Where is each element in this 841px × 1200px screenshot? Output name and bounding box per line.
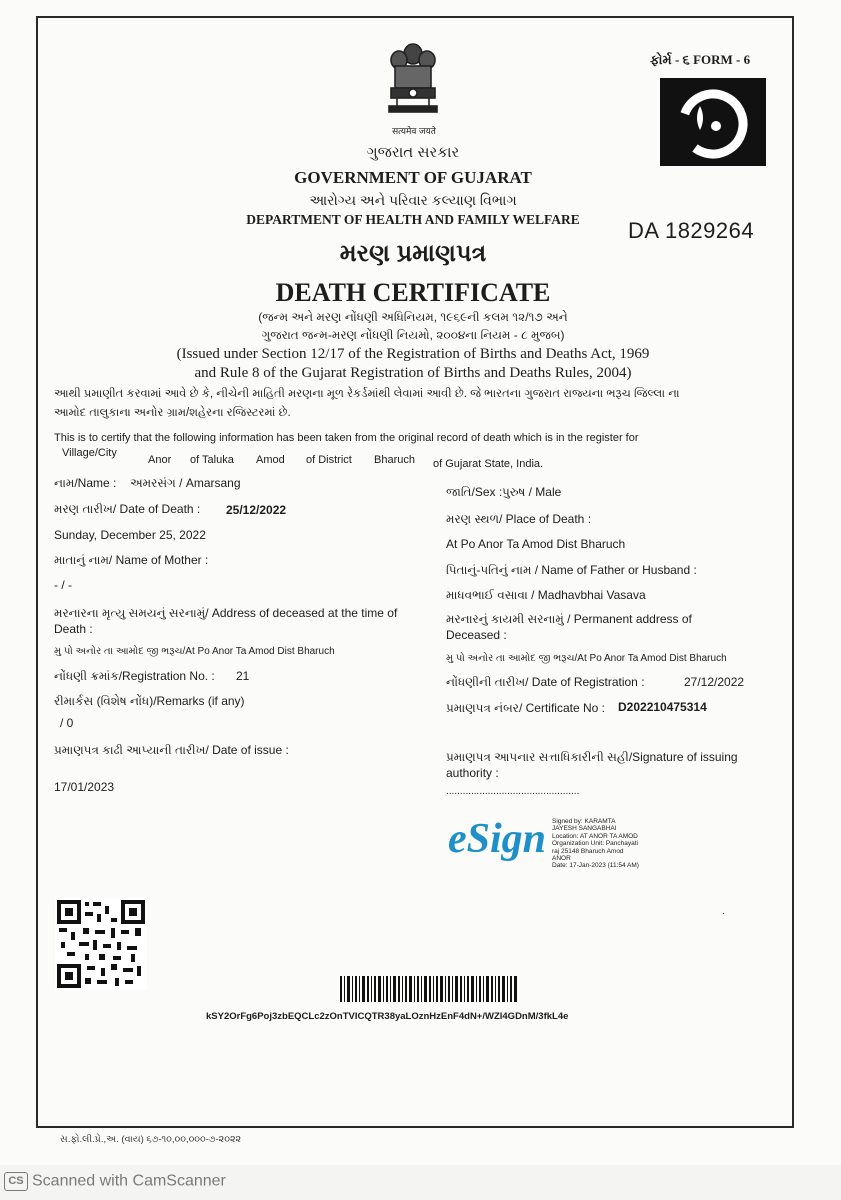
gov-english: GOVERNMENT OF GUJARAT bbox=[294, 168, 532, 187]
registration-no-value: 21 bbox=[236, 669, 250, 683]
village-value: Anor bbox=[148, 454, 172, 466]
barcode bbox=[340, 976, 518, 1002]
village-label: Village/City bbox=[62, 447, 117, 459]
esign-block bbox=[448, 815, 668, 877]
registration-date-label: નોંધણીની તારીખ/ Date of Registration : bbox=[446, 675, 645, 689]
name-value: અમરસંગ / Amarsang bbox=[130, 476, 241, 490]
date-of-issue-label: પ્રમાણપત્ર કાઢી આપ્યાની તારીખ/ Date of issue : bbox=[54, 743, 289, 757]
date-of-death-value: 25/12/2022 bbox=[226, 503, 287, 517]
date-of-death-words: Sunday, December 25, 2022 bbox=[54, 528, 206, 542]
esign-logo: eSign bbox=[448, 816, 547, 862]
address-death-value: મુ પો અનોર તા આમોદ જી ભરૂચ/At Po Anor Ta Amod Dist Bharuch bbox=[54, 646, 335, 657]
corner-mark: · bbox=[722, 908, 726, 919]
taluka-value: Amod bbox=[256, 454, 285, 466]
address-death-label-2: Death : bbox=[54, 622, 93, 636]
title-english: DEATH CERTIFICATE bbox=[275, 278, 551, 307]
date-of-issue-value: 17/01/2023 bbox=[54, 780, 115, 794]
act-gujarati-line2: ગુજરાત જન્મ-મરણ નોંધણી નિયમો, ૨૦૦૪ના નિયમ - ૮ મુજબ) bbox=[261, 328, 565, 342]
place-of-death-value: At Po Anor Ta Amod Dist Bharuch bbox=[446, 537, 626, 551]
print-note: સ.ફો.લી.પ્રે.,અ. (વાય) ૬૭-૧૦,૦૦,૦૦૦-૭-૨૦૨૨ bbox=[60, 1134, 242, 1145]
esign-line: Signed by: KARAMTA bbox=[552, 818, 616, 825]
national-emblem-icon bbox=[383, 40, 443, 120]
qr-code bbox=[55, 898, 147, 990]
registration-no-label: નોંધણી ક્રમાંક/Registration No. : bbox=[54, 669, 215, 683]
esign-line: JAYESH SANGABHAI bbox=[552, 825, 617, 833]
remarks-value: / 0 bbox=[60, 716, 74, 730]
permanent-address-label-2: Deceased : bbox=[446, 628, 507, 642]
scanner-text: Scanned with CamScanner bbox=[32, 1172, 226, 1190]
health-department-logo bbox=[660, 78, 766, 166]
certify-gujarati-line1: આથી પ્રમાણીત કરવામાં આવે છે કે, નીચેની માહિતી મરણના મૂળ રેકર્ડમાંથી લેવામાં આવી છે. જે ભારતના ગુજરાત રાજ્યના ભરૂચ જિલ્લા ના bbox=[54, 388, 680, 400]
verification-hash: kSY2OrFg6Poj3zbEQCLc2zOnTVICQTR38yaLOznHzEnF4dN+/WZl4GDnM/3fkL4e bbox=[206, 1011, 569, 1022]
father-value: માધવભાઈ વસાવા / Madhavbhai Vasava bbox=[446, 588, 646, 602]
district-value: Bharuch bbox=[374, 454, 415, 466]
sex-value: પુરુષ / Male bbox=[502, 485, 562, 499]
title-gujarati: મરણ પ્રમાણપત્ર bbox=[339, 240, 487, 267]
gov-gujarati: ગુજરાત સરકાર bbox=[366, 144, 460, 161]
dept-gujarati: આરોગ્ય અને પરિવાર કલ્યાણ વિભાગ bbox=[309, 192, 517, 208]
certificate-no-value: D202210475314 bbox=[618, 700, 707, 714]
place-of-death-label: મરણ સ્થળ/ Place of Death : bbox=[446, 512, 592, 526]
permanent-address-label-1: મરનારનું કાયમી સરનામું / Permanent address of bbox=[446, 612, 692, 626]
date-of-death-label: મરણ તારીખ/ Date of Death : bbox=[54, 502, 201, 516]
act-english-line1: (Issued under Section 12/17 of the Registration of Births and Deaths Act, 1969 bbox=[176, 346, 650, 362]
permanent-address-value: મુ પો અનોર તા આમોદ જી ભરૂચ/At Po Anor Ta Amod Dist Bharuch bbox=[446, 653, 727, 664]
name-label: નામ/Name : bbox=[54, 476, 117, 490]
esign-line: ANOR bbox=[552, 855, 571, 863]
camscanner-icon: CS bbox=[4, 1172, 28, 1191]
district-label: of District bbox=[306, 454, 352, 466]
certify-english: This is to certify that the following information has been taken from the original record of death which is in the register for bbox=[54, 432, 639, 444]
esign-line: Organization Unit: Panchayati bbox=[552, 840, 638, 848]
registration-date-value: 27/12/2022 bbox=[684, 675, 745, 689]
esign-line: raj 25148 Bharuch Amod bbox=[552, 847, 624, 855]
serial-number: DA 1829264 bbox=[628, 218, 755, 243]
mother-value: - / - bbox=[54, 578, 72, 592]
scanner-watermark bbox=[4, 1172, 226, 1191]
taluka-label: of Taluka bbox=[190, 454, 234, 466]
act-gujarati-line1: (જન્મ અને મરણ નોંધણી અધિનિયમ, ૧૯૬૯ની કલમ ૧૨/૧૭ અને bbox=[258, 310, 568, 324]
form-number: ફોર્મ - ૬ FORM - 6 bbox=[650, 52, 751, 67]
health-logo-icon bbox=[660, 78, 766, 166]
signature-label-1: પ્રમાણપત્ર આપનાર સત્તાધિકારીની સહી/Signature of issuing bbox=[446, 750, 738, 764]
esign-line: Location: AT ANOR TA AMOD bbox=[552, 832, 638, 840]
father-label: પિતાનું-પતિનું નામ / Name of Father or Husband : bbox=[446, 563, 697, 577]
esign-details bbox=[552, 818, 639, 870]
signature-line: ................................................ bbox=[446, 786, 580, 797]
address-death-label-1: મરનારના મૃત્યુ સમયનું સરનામું/ Address of deceased at the time of bbox=[54, 606, 398, 620]
mother-label: માતાનું નામ/ Name of Mother : bbox=[54, 553, 209, 567]
emblem-motto: सत्यमेव जयते bbox=[392, 126, 436, 136]
remarks-label: રીમાર્કસ (વિશેષ નોંધ)/Remarks (if any) bbox=[54, 694, 245, 708]
signature-label-2: authority : bbox=[446, 766, 499, 780]
state-text: of Gujarat State, India. bbox=[433, 458, 544, 470]
certify-gujarati-line2: આમોદ તાલુકાના અનોર ગ્રામ/શહેરના રજિસ્ટરમાં છે. bbox=[54, 407, 291, 419]
esign-line: Date: 17-Jan-2023 (11:54 AM) bbox=[552, 862, 639, 870]
certificate-no-label: પ્રમાણપત્ર નંબર/ Certificate No : bbox=[446, 701, 605, 715]
sex-label: જાતિ/Sex : bbox=[446, 485, 503, 499]
act-english-line2: and Rule 8 of the Gujarat Registration of Births and Deaths Rules, 2004) bbox=[194, 365, 632, 381]
dept-english: DEPARTMENT OF HEALTH AND FAMILY WELFARE bbox=[246, 212, 580, 227]
